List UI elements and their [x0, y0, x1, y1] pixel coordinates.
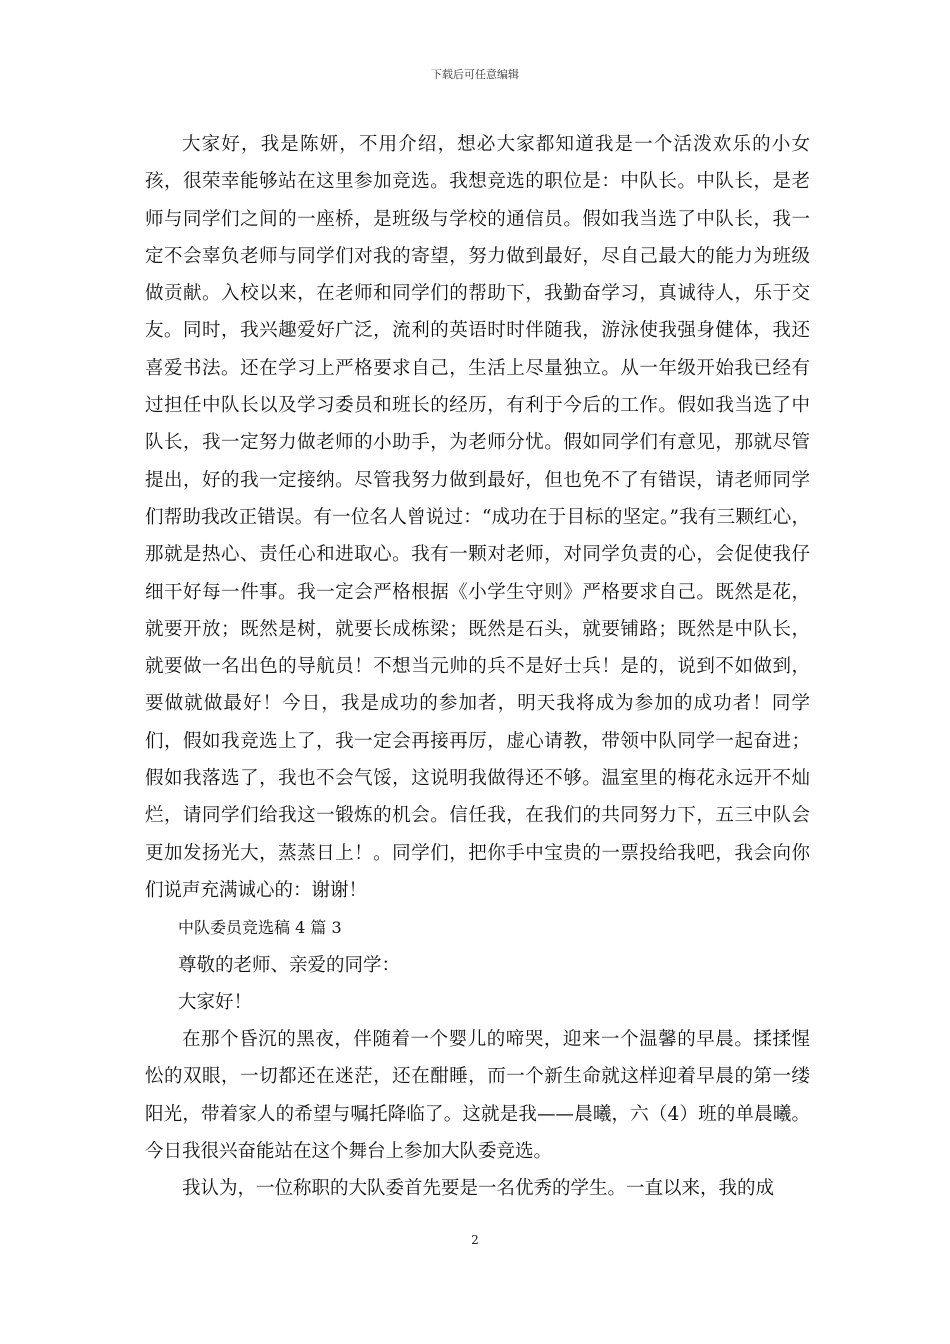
- paragraph-speech-3: 我认为，一位称职的大队委首先要是一名优秀的学生。一直以来，我的成: [182, 1178, 775, 1200]
- salutation-line: 尊敬的老师、亲爱的同学：: [178, 954, 401, 976]
- section-heading: 中队委员竞选稿 4 篇 3: [178, 918, 342, 938]
- paragraph-speech-1: 大家好，我是陈妍，不用介绍，想必大家都知道我是一个活泼欢乐的小女孩，很荣幸能够站在这里参加竞选。我想竞选的职位是：中队长。中队长，是老师与同学们之间的一座桥，是班级与学校的通信员。假如我当选了中队长，我一定不会辜负老师与同学们对我的寄望，努力做到最好，尽自己最大的能力为班级做贡献。入校以来，在老师和同学们的帮助下，我勤奋学习，真诚待人，乐于交友。同时，我兴趣爱好广泛，流利的英语时时伴随我，游泳使我强身健体，我还喜爱书法。还在学习上严格要求自己，生活上尽量独立。从一年级开始我已经有过担任中队长以及学习委员和班长的经历，有利于今后的工作。假如我当选了中队长，我一定努力做老师的小助手，为老师分忧。假如同学们有意见，那就尽管提出，好的我一定接纳。尽管我努力做到最好，但也免不了有错误，请老师同学们帮助我改正错误。有一位名人曾说过：“成功在于目标的坚定。”我有三颗红心，那就是热心、责任心和进取心。我有一颗对老师，对同学负责的心，会促使我仔细干好每一件事。我一定会严格根据《小学生守则》严格要求自己。既然是花，就要开放；既然是树，就要长成栋梁；既然是石头，就要铺路；既然是中队长，就要做一名出色的导航员！不想当元帅的兵不是好士兵！是的，说到不如做到，要做就做最好！今日，我是成功的参加者，明天我将成为参加的成功者！同学们，假如我竞选上了，我一定会再接再厉，虚心请教，带领中队同学一起奋进；假如我落选了，我也不会气馁，这说明我做得还不够。温室里的梅花永远开不灿烂，请同学们给我这一锻炼的机会。信任我，在我们的共同努力下，五三中队会更加发扬光大，蒸蒸日上！。同学们，把你手中宝贵的一票投给我吧，我会向你们说声充满诚心的：谢谢！: [145, 134, 810, 901]
- document-body: [145, 126, 810, 1208]
- greeting-line: 大家好！: [178, 991, 253, 1013]
- paragraph-speech-2: 在那个昏沉的黑夜，伴随着一个婴儿的啼哭，迎来一个温馨的早晨。揉揉惺忪的双眼，一切都还在迷茫，还在酣睡，而一个新生命就这样迎着早晨的第一缕阳光，带着家人的希望与嘱托降临了。这就是我——晨曦，六（4）班的单晨曦。今日我很兴奋能站在这个舞台上参加大队委竞选。: [145, 1029, 810, 1163]
- page-number: 2: [471, 1233, 479, 1247]
- page-header-note: 下载后可任意编辑: [431, 68, 519, 81]
